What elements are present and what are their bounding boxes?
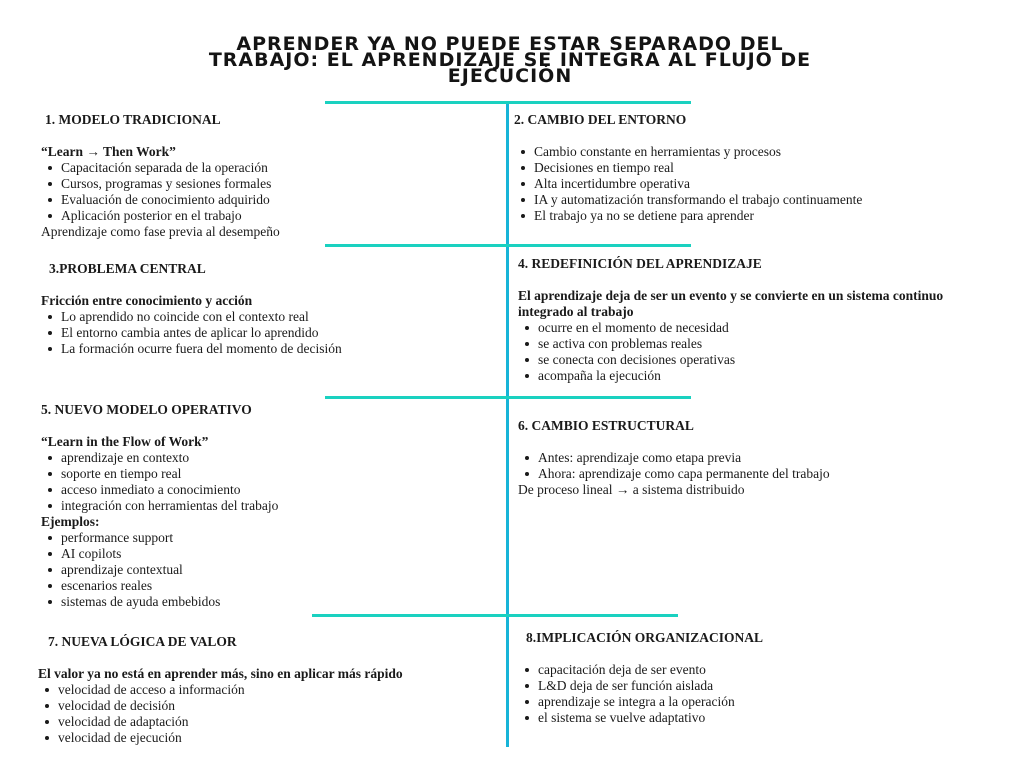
list-item: velocidad de acceso a información: [38, 682, 403, 698]
list-item: escenarios reales: [41, 578, 278, 594]
list-item: aprendizaje en contexto: [41, 450, 278, 466]
bullet-list: [518, 450, 830, 482]
list-item: el sistema se vuelve adaptativo: [518, 710, 763, 726]
section-subtitle: “Learn in the Flow of Work”: [41, 434, 209, 449]
list-item: acompaña la ejecución: [518, 368, 943, 384]
section-footer: De proceso lineal → a sistema distribuido: [518, 482, 745, 497]
list-item: Ahora: aprendizaje como capa permanente del trabajo: [518, 466, 830, 482]
section-cambio-entorno: [514, 112, 862, 224]
title-line-3: EJECUCIÓN: [447, 65, 573, 87]
bullet-list: [38, 682, 403, 746]
list-item: soporte en tiempo real: [41, 466, 278, 482]
divider-row-3: [312, 614, 678, 617]
section-footer: Aprendizaje como fase previa al desempeño: [41, 224, 280, 239]
bullet-list: [514, 144, 862, 224]
divider-row-1: [325, 244, 691, 247]
bullet-list: [41, 450, 278, 514]
title-line-2: TRABAJO: EL APRENDIZAJE SE INTEGRA AL FLUJO DE: [208, 49, 812, 71]
section-subtitle: Fricción entre conocimiento y acción: [41, 293, 253, 308]
list-item: El entorno cambia antes de aplicar lo aprendido: [41, 325, 342, 341]
section-subtitle: El valor ya no está en aprender más, sino en aplicar más rápido: [38, 666, 403, 681]
section-subtitle: “Learn → Then Work”: [41, 144, 176, 159]
list-item: aprendizaje se integra a la operación: [518, 694, 763, 710]
list-item: L&D deja de ser función aislada: [518, 678, 763, 694]
list-item: velocidad de adaptación: [38, 714, 403, 730]
list-item: acceso inmediato a conocimiento: [41, 482, 278, 498]
divider-row-2: [325, 396, 691, 399]
list-item: se conecta con decisiones operativas: [518, 352, 943, 368]
section-heading: 4. REDEFINICIÓN DEL APRENDIZAJE: [518, 256, 762, 271]
bullet-list: [41, 160, 280, 224]
list-item: sistemas de ayuda embebidos: [41, 594, 278, 610]
list-item: velocidad de decisión: [38, 698, 403, 714]
bullet-list: [518, 320, 943, 384]
section-nueva-logica-valor: [38, 634, 403, 746]
list-item: Antes: aprendizaje como etapa previa: [518, 450, 830, 466]
list-item: IA y automatización transformando el trabajo continuamente: [514, 192, 862, 208]
list-item: Capacitación separada de la operación: [41, 160, 280, 176]
section-subtitle-line-2: integrado al trabajo: [518, 304, 634, 319]
list-item: aprendizaje contextual: [41, 562, 278, 578]
list-item: integración con herramientas del trabajo: [41, 498, 278, 514]
section-heading: 3.PROBLEMA CENTRAL: [49, 261, 206, 276]
list-item: Aplicación posterior en el trabajo: [41, 208, 280, 224]
section-heading: 5. NUEVO MODELO OPERATIVO: [41, 402, 252, 417]
section-cambio-estructural: [518, 418, 830, 498]
list-item: Cambio constante en herramientas y procesos: [514, 144, 862, 160]
list-item: Cursos, programas y sesiones formales: [41, 176, 280, 192]
list-item: El trabajo ya no se detiene para aprender: [514, 208, 862, 224]
page-title: [205, 33, 815, 87]
title-line-1: APRENDER YA NO PUEDE ESTAR SEPARADO DEL: [236, 33, 784, 55]
divider-top: [325, 101, 691, 104]
section-heading: 6. CAMBIO ESTRUCTURAL: [518, 418, 694, 433]
list-item: ocurre en el momento de necesidad: [518, 320, 943, 336]
list-item: Alta incertidumbre operativa: [514, 176, 862, 192]
list-item: Evaluación de conocimiento adquirido: [41, 192, 280, 208]
section-problema-central: [41, 261, 342, 357]
section-heading: 8.IMPLICACIÓN ORGANIZACIONAL: [526, 630, 764, 645]
list-item: capacitación deja de ser evento: [518, 662, 763, 678]
examples-list: [41, 530, 278, 610]
list-item: velocidad de ejecución: [38, 730, 403, 746]
list-item: Lo aprendido no coincide con el contexto real: [41, 309, 342, 325]
section-nuevo-modelo-operativo: [41, 402, 278, 610]
section-subtitle-line-1: El aprendizaje deja de ser un evento y se convierte en un sistema continuo: [518, 288, 944, 303]
bullet-list: [41, 309, 342, 357]
list-item: se activa con problemas reales: [518, 336, 943, 352]
section-heading: 1. MODELO TRADICIONAL: [45, 112, 221, 127]
section-implicacion-organizacional: [518, 630, 763, 726]
section-redefinicion-aprendizaje: [518, 256, 943, 384]
list-item: La formación ocurre fuera del momento de decisión: [41, 341, 342, 357]
vertical-divider: [506, 103, 509, 747]
list-item: AI copilots: [41, 546, 278, 562]
section-modelo-tradicional: [41, 112, 280, 240]
list-item: performance support: [41, 530, 278, 546]
section-heading: 2. CAMBIO DEL ENTORNO: [514, 112, 687, 127]
section-heading: 7. NUEVA LÓGICA DE VALOR: [48, 634, 237, 649]
bullet-list: [518, 662, 763, 726]
list-item: Decisiones en tiempo real: [514, 160, 862, 176]
examples-label: Ejemplos:: [41, 514, 100, 529]
